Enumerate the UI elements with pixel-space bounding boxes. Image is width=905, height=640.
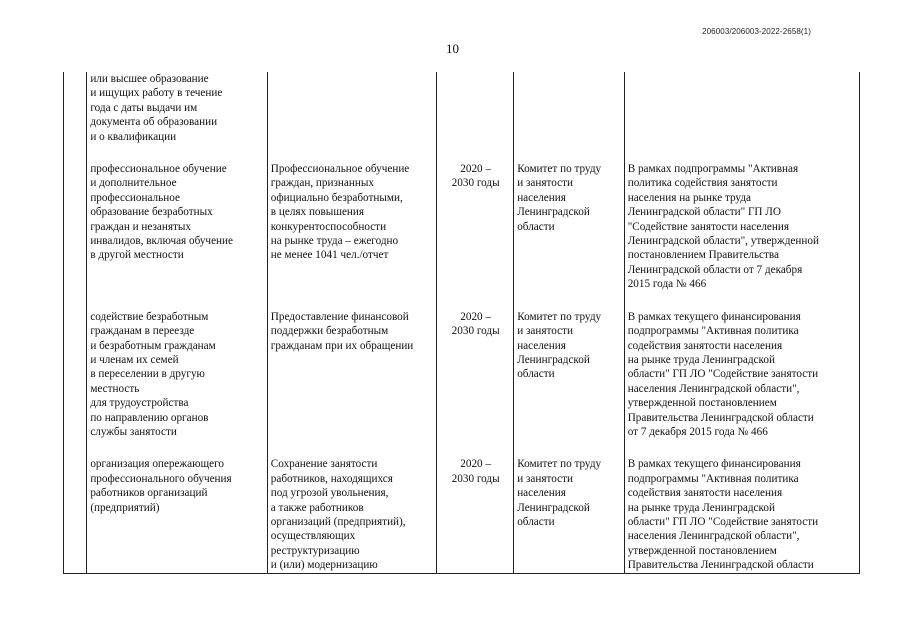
row-number-cell [64,72,87,144]
period-cell [437,310,514,440]
row-spacer [64,292,860,310]
period-text: 2020 – 2030 годы [451,163,500,190]
page-number: 10 [446,41,459,56]
measure-text: Предоставление финансовой поддержки безработным гражданам при их обращении [270,310,414,352]
financing-text: В рамках текущего финансирования подпрограммы "Активная политика содействия занятости населения на рынке труда Ленинградской области" ГП ЛО "Содействие занятости населения Ленинградской области", утвержденной постановлением Правительства Ленинградской области от 7 декабря 2015 года № 466 [627,310,819,438]
financing-cell [624,310,859,440]
period-text: 2020 – 2030 годы [451,310,500,338]
target-group-text: или высшее образование и ищущих работу в течение года с даты выдачи им документа об образовании и о квалификации [90,73,223,143]
period-cell [437,457,514,573]
target-group-cell [87,310,267,440]
executor-text: Комитет по труду и занятости населения Ленинградской области [517,310,602,381]
measure-text: Сохранение занятости работников, находящихся под угрозой увольнения, а также работников организаций (предприятий), осуществляющих реструктуризацию и (или) модернизацию [270,458,406,572]
period-cell [437,162,514,292]
target-group-text: профессиональное обучение и дополнительное профессиональное образование безработных граждан и незанятых инвалидов, включая обучение в другой местности [90,163,233,262]
document-code: 206003/206003-2022-2658(1) [702,27,811,36]
measure-text: Профессиональное обучение граждан, признанных официально безработными, в целях повышения конкурентоспособности на рынке труда – ежегодно не менее 1041 чел./отчет [270,163,410,262]
row-number-cell [64,310,87,440]
executor-cell [514,310,625,440]
financing-cell [624,162,859,292]
target-group-cell [87,162,267,292]
measure-cell [267,162,436,292]
measure-cell [267,310,436,440]
row-spacer [64,144,860,162]
measure-cell [267,457,436,573]
row-spacer [64,439,860,457]
row-number-cell [64,162,87,292]
executor-text: Комитет по труду и занятости населения Ленинградской области [517,163,602,233]
measures-table [63,72,860,574]
financing-cell [624,72,859,144]
target-group-text: содействие безработным гражданам в переезде и безработным гражданам и членам их семей в переселении в другую местность для трудоустройства по направлению органов службы занятости [90,310,216,438]
executor-cell [514,162,625,292]
financing-text: В рамках текущего финансирования подпрограммы "Активная политика содействия занятости населения на рынке труда Ленинградской области" ГП ЛО "Содействие занятости населения Ленинградской области", утвержденной постановлением Правительства Ленинградской области [627,458,819,572]
table-row [64,310,860,440]
period-text: 2020 – 2030 годы [451,458,500,485]
target-group-cell [87,72,267,144]
executor-cell [514,457,625,573]
table-row [64,162,860,292]
table-row [64,72,860,144]
target-group-cell [87,457,267,573]
measure-cell [267,72,436,144]
row-number-cell [64,457,87,573]
financing-cell [624,457,859,573]
table-row [64,457,860,573]
financing-text: В рамках подпрограммы "Активная политика содействия занятости населения на рынке труда Ленинградской области" ГП ЛО "Содействие занятости населения Ленинградской области", утвержденной постановлением Правительства Ленинградской области от 7 декабря 2015 года № 466 [627,163,819,291]
target-group-text: организация опережающего профессионального обучения работников организаций (предприятий) [90,458,232,514]
period-cell [437,72,514,144]
executor-text: Комитет по труду и занятости населения Ленинградской области [517,458,602,528]
executor-cell [514,72,625,144]
